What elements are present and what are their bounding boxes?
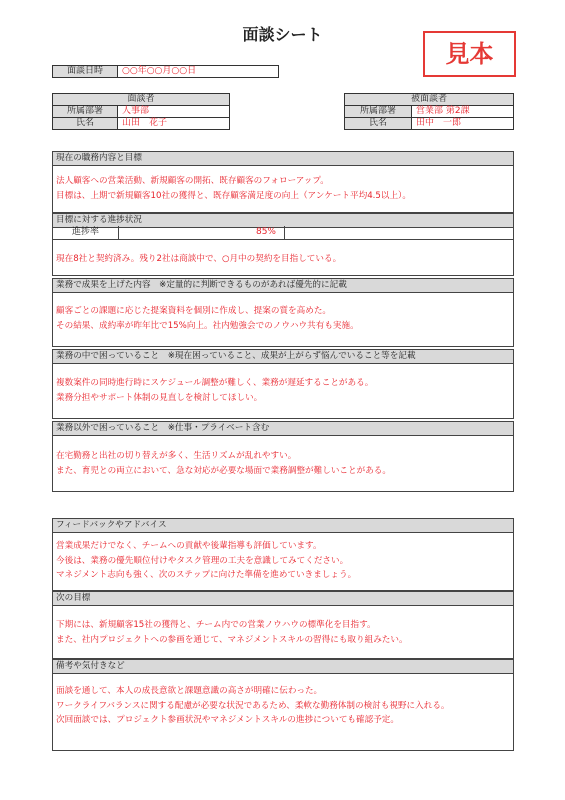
- progress-rate-value: 85%: [119, 226, 285, 239]
- section-results-line: その結果、成約率が昨年比で15%向上。社内勉強会でのノウハウ共有も実施。: [56, 320, 359, 331]
- progress-rate-label: 進捗率: [53, 226, 119, 239]
- interviewee-table: [344, 93, 514, 130]
- section-notes-line: ワークライフバランスに関する配慮が必要な状況であるため、柔軟な勤務体制の検討も視野に入れる。: [56, 700, 450, 711]
- section-results-line: 顧客ごとの課題に応じた提案資料を個別に作成し、提案の質を高めた。: [56, 306, 332, 316]
- section-issues-line: 業務分担やサポート体制の見直しを検討してほしい。: [56, 392, 263, 403]
- date-table: [52, 65, 279, 78]
- section-outside-line: 在宅勤務と出社の切り替えが多く、生活リズムが乱れやすい。: [56, 451, 297, 461]
- section-notes-line: 次回面談では、プロジェクト参画状況やマネジメントスキルの進捗についても確認予定。: [56, 715, 399, 725]
- section-outside: [52, 421, 514, 492]
- section-feedback-line: 今後は、業務の優先順位付けやタスク管理の工夫を意識してみてください。: [56, 555, 349, 566]
- section-feedback: [52, 518, 514, 591]
- section-results-header: 業務で成果を上げた内容 ※定量的に判断できるものがあれば優先的に記載: [53, 279, 513, 293]
- sample-stamp: 見本: [423, 31, 516, 77]
- section-issues-header: 業務の中で困っていること ※現在困っていること、成果が上がらず悩んでいること等を記載: [53, 350, 513, 364]
- interviewer-dept-label: 所属部署: [53, 106, 118, 118]
- date-value: ○○年○○月○○日: [118, 66, 279, 78]
- section-outside-header: 業務以外で困っていること ※仕事・プライベート含む: [53, 422, 513, 436]
- section-feedback-header: フィードバックやアドバイス: [53, 519, 513, 533]
- progress-rate-row: [52, 226, 514, 240]
- section-next-line: また、社内プロジェクトへの参画を通じて、マネジメントスキルの習得にも取り組みたい。: [56, 634, 408, 645]
- date-label: 面談日時: [53, 66, 118, 78]
- section-progress-header: 目標に対する進捗状況: [53, 214, 513, 228]
- section-progress-body: [52, 240, 514, 276]
- interviewee-name: 田中 一郎: [412, 118, 514, 130]
- interviewee-name-label: 氏名: [345, 118, 412, 130]
- section-current: [52, 151, 514, 213]
- interviewer-name-label: 氏名: [53, 118, 118, 130]
- section-issues-line: 複数案件の同時進行時にスケジュール調整が難しく、業務が遅延することがある。: [56, 378, 374, 388]
- page-title: 面談シート: [242, 25, 323, 44]
- section-feedback-line: マネジメント志向も強く、次のステップに向けた準備を進めていきましょう。: [56, 570, 357, 580]
- section-progress-line: 現在8社と契約済み。残り2社は商談中で、○月中の契約を目指している。: [56, 254, 342, 264]
- section-progress: [52, 213, 514, 227]
- section-feedback-line: 営業成果だけでなく、チームへの貢献や後輩指導も評価しています。: [56, 541, 322, 551]
- interviewer-dept: 人事部: [118, 106, 230, 118]
- interviewee-dept-label: 所属部署: [345, 106, 412, 118]
- section-current-line: 目標は、上期で新規顧客10社の獲得と、既存顧客満足度の向上（アンケート平均4.5以上）。: [56, 190, 411, 201]
- section-outside-line: また、育児との両立において、急な対応が必要な場面で業務調整が難しいことがある。: [56, 465, 391, 476]
- section-next-line: 下期には、新規顧客15社の獲得と、チーム内での営業ノウハウの標準化を目指す。: [56, 620, 376, 630]
- section-current-line: 法人顧客への営業活動、新規顧客の開拓、既存顧客のフォローアップ。: [56, 176, 329, 186]
- interviewee-dept: 営業部 第2課: [412, 106, 514, 118]
- section-notes: [52, 659, 514, 751]
- section-notes-header: 備考や気付きなど: [53, 659, 513, 674]
- interviewee-header: 被面談者: [345, 94, 514, 106]
- section-next: [52, 591, 514, 659]
- interviewer-table: [52, 93, 230, 130]
- section-issues: [52, 349, 514, 419]
- section-results: [52, 278, 514, 347]
- section-next-header: 次の目標: [53, 591, 513, 606]
- section-notes-line: 面談を通して、本人の成長意欲と課題意識の高さが明確に伝わった。: [56, 686, 323, 696]
- interviewer-name: 山田 花子: [118, 118, 230, 130]
- interviewer-header: 面談者: [53, 94, 230, 106]
- section-current-header: 現在の職務内容と目標: [53, 152, 513, 166]
